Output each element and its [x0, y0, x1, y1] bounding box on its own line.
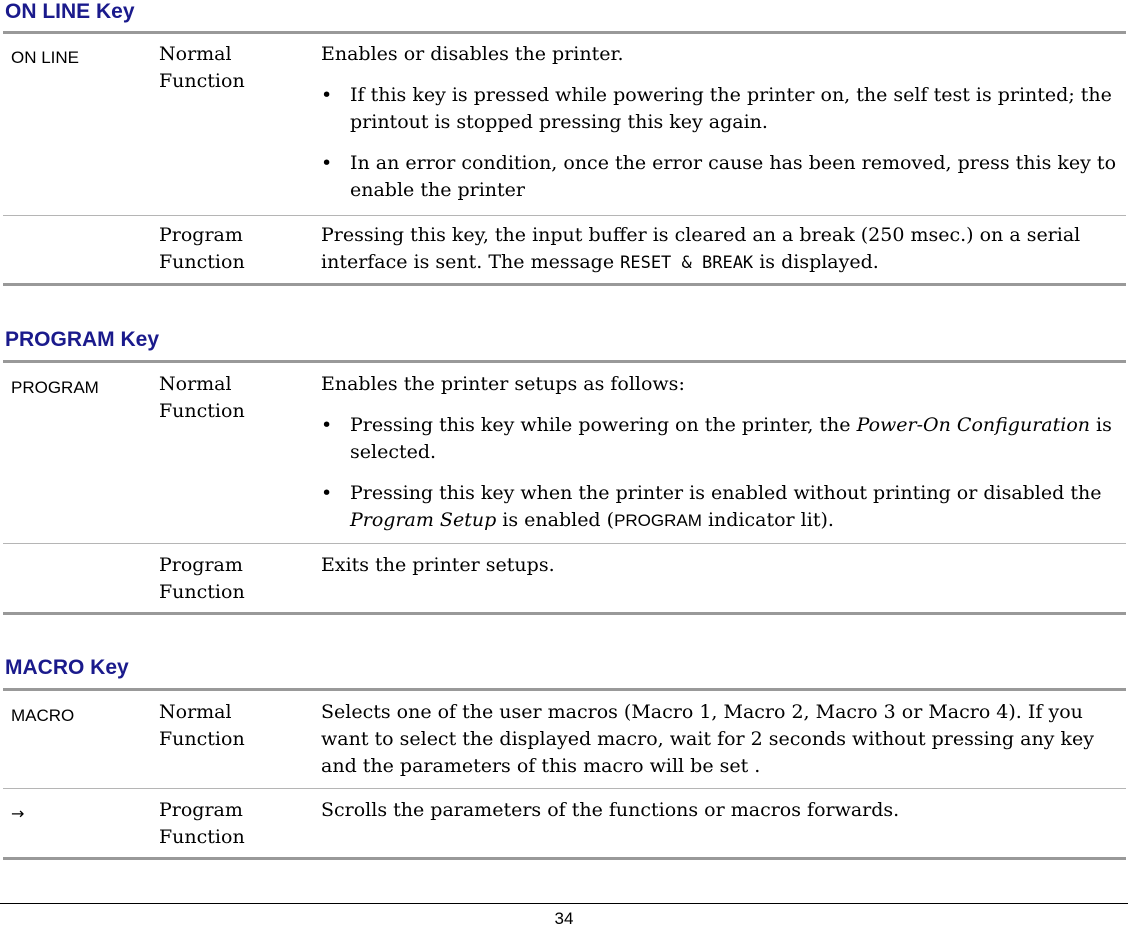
normal-function-label: Normal Function [159, 43, 245, 92]
page-number: 34 [554, 909, 574, 928]
online-program-description: Pressing this key, the input buffer is cleared an a break (250 msec.) on a serial interface is sent. The message RESET & BREAK is displayed. [321, 224, 1081, 273]
row-divider [3, 543, 1126, 544]
right-arrow-icon: → [11, 804, 25, 823]
program-function-label: Program Function [159, 799, 245, 848]
section-title-macro: MACRO Key [5, 656, 129, 679]
bullet-symbol: • [321, 414, 333, 436]
section-title-program: PROGRAM Key [5, 328, 160, 351]
bullet-symbol: • [321, 152, 333, 174]
section-title-online: ON LINE Key [5, 0, 135, 23]
bullet-symbol: • [321, 84, 333, 106]
bullet-item: • If this key is pressed while powering the printer on, the self test is printed; the printout is stopped pressing this key again. [321, 84, 1112, 133]
bullet-symbol: • [321, 482, 333, 504]
description-text: Enables the printer setups as follows: [321, 373, 685, 395]
bullet-item: • In an error condition, once the error cause has been removed, press this key to enable the printer [321, 152, 1117, 201]
program-function-label: Program Function [159, 554, 245, 603]
section-top-rule [3, 360, 1126, 363]
section-top-rule [3, 688, 1126, 691]
message-code: RESET & BREAK [620, 253, 754, 273]
program-program-description: Exits the printer setups. [321, 554, 555, 576]
bullet-item: • Pressing this key when the printer is enabled without printing or disabled the Program Setup is enabled (PROGRAM indicator lit). [321, 482, 1102, 531]
key-name-online: ON LINE [11, 48, 80, 67]
online-normal-description [321, 41, 1121, 204]
description-text: Enables or disables the printer. [321, 43, 624, 65]
program-normal-description [321, 371, 1121, 534]
section-top-rule [3, 31, 1126, 34]
program-function-label: Program Function [159, 224, 245, 273]
normal-function-label: Normal Function [159, 373, 245, 422]
macro-program-description: Scrolls the parameters of the functions or macros forwards. [321, 799, 900, 821]
macro-normal-description: Selects one of the user macros (Macro 1, Macro 2, Macro 3 or Macro 4). If you want to select the displayed macro, wait for 2 seconds without pressing any key and the parameters of this macro will be set . [321, 701, 1094, 777]
row-divider [3, 215, 1126, 216]
row-divider [3, 788, 1126, 789]
normal-function-label: Normal Function [159, 701, 245, 750]
key-name-macro: MACRO [11, 706, 75, 725]
section-bottom-rule [3, 283, 1126, 286]
footer-rule [0, 903, 1128, 904]
section-bottom-rule [3, 857, 1126, 860]
key-name-program: PROGRAM [11, 378, 99, 397]
section-bottom-rule [3, 612, 1126, 615]
bullet-item: • Pressing this key while powering on the printer, the Power-On Configuration is selected. [321, 414, 1112, 463]
